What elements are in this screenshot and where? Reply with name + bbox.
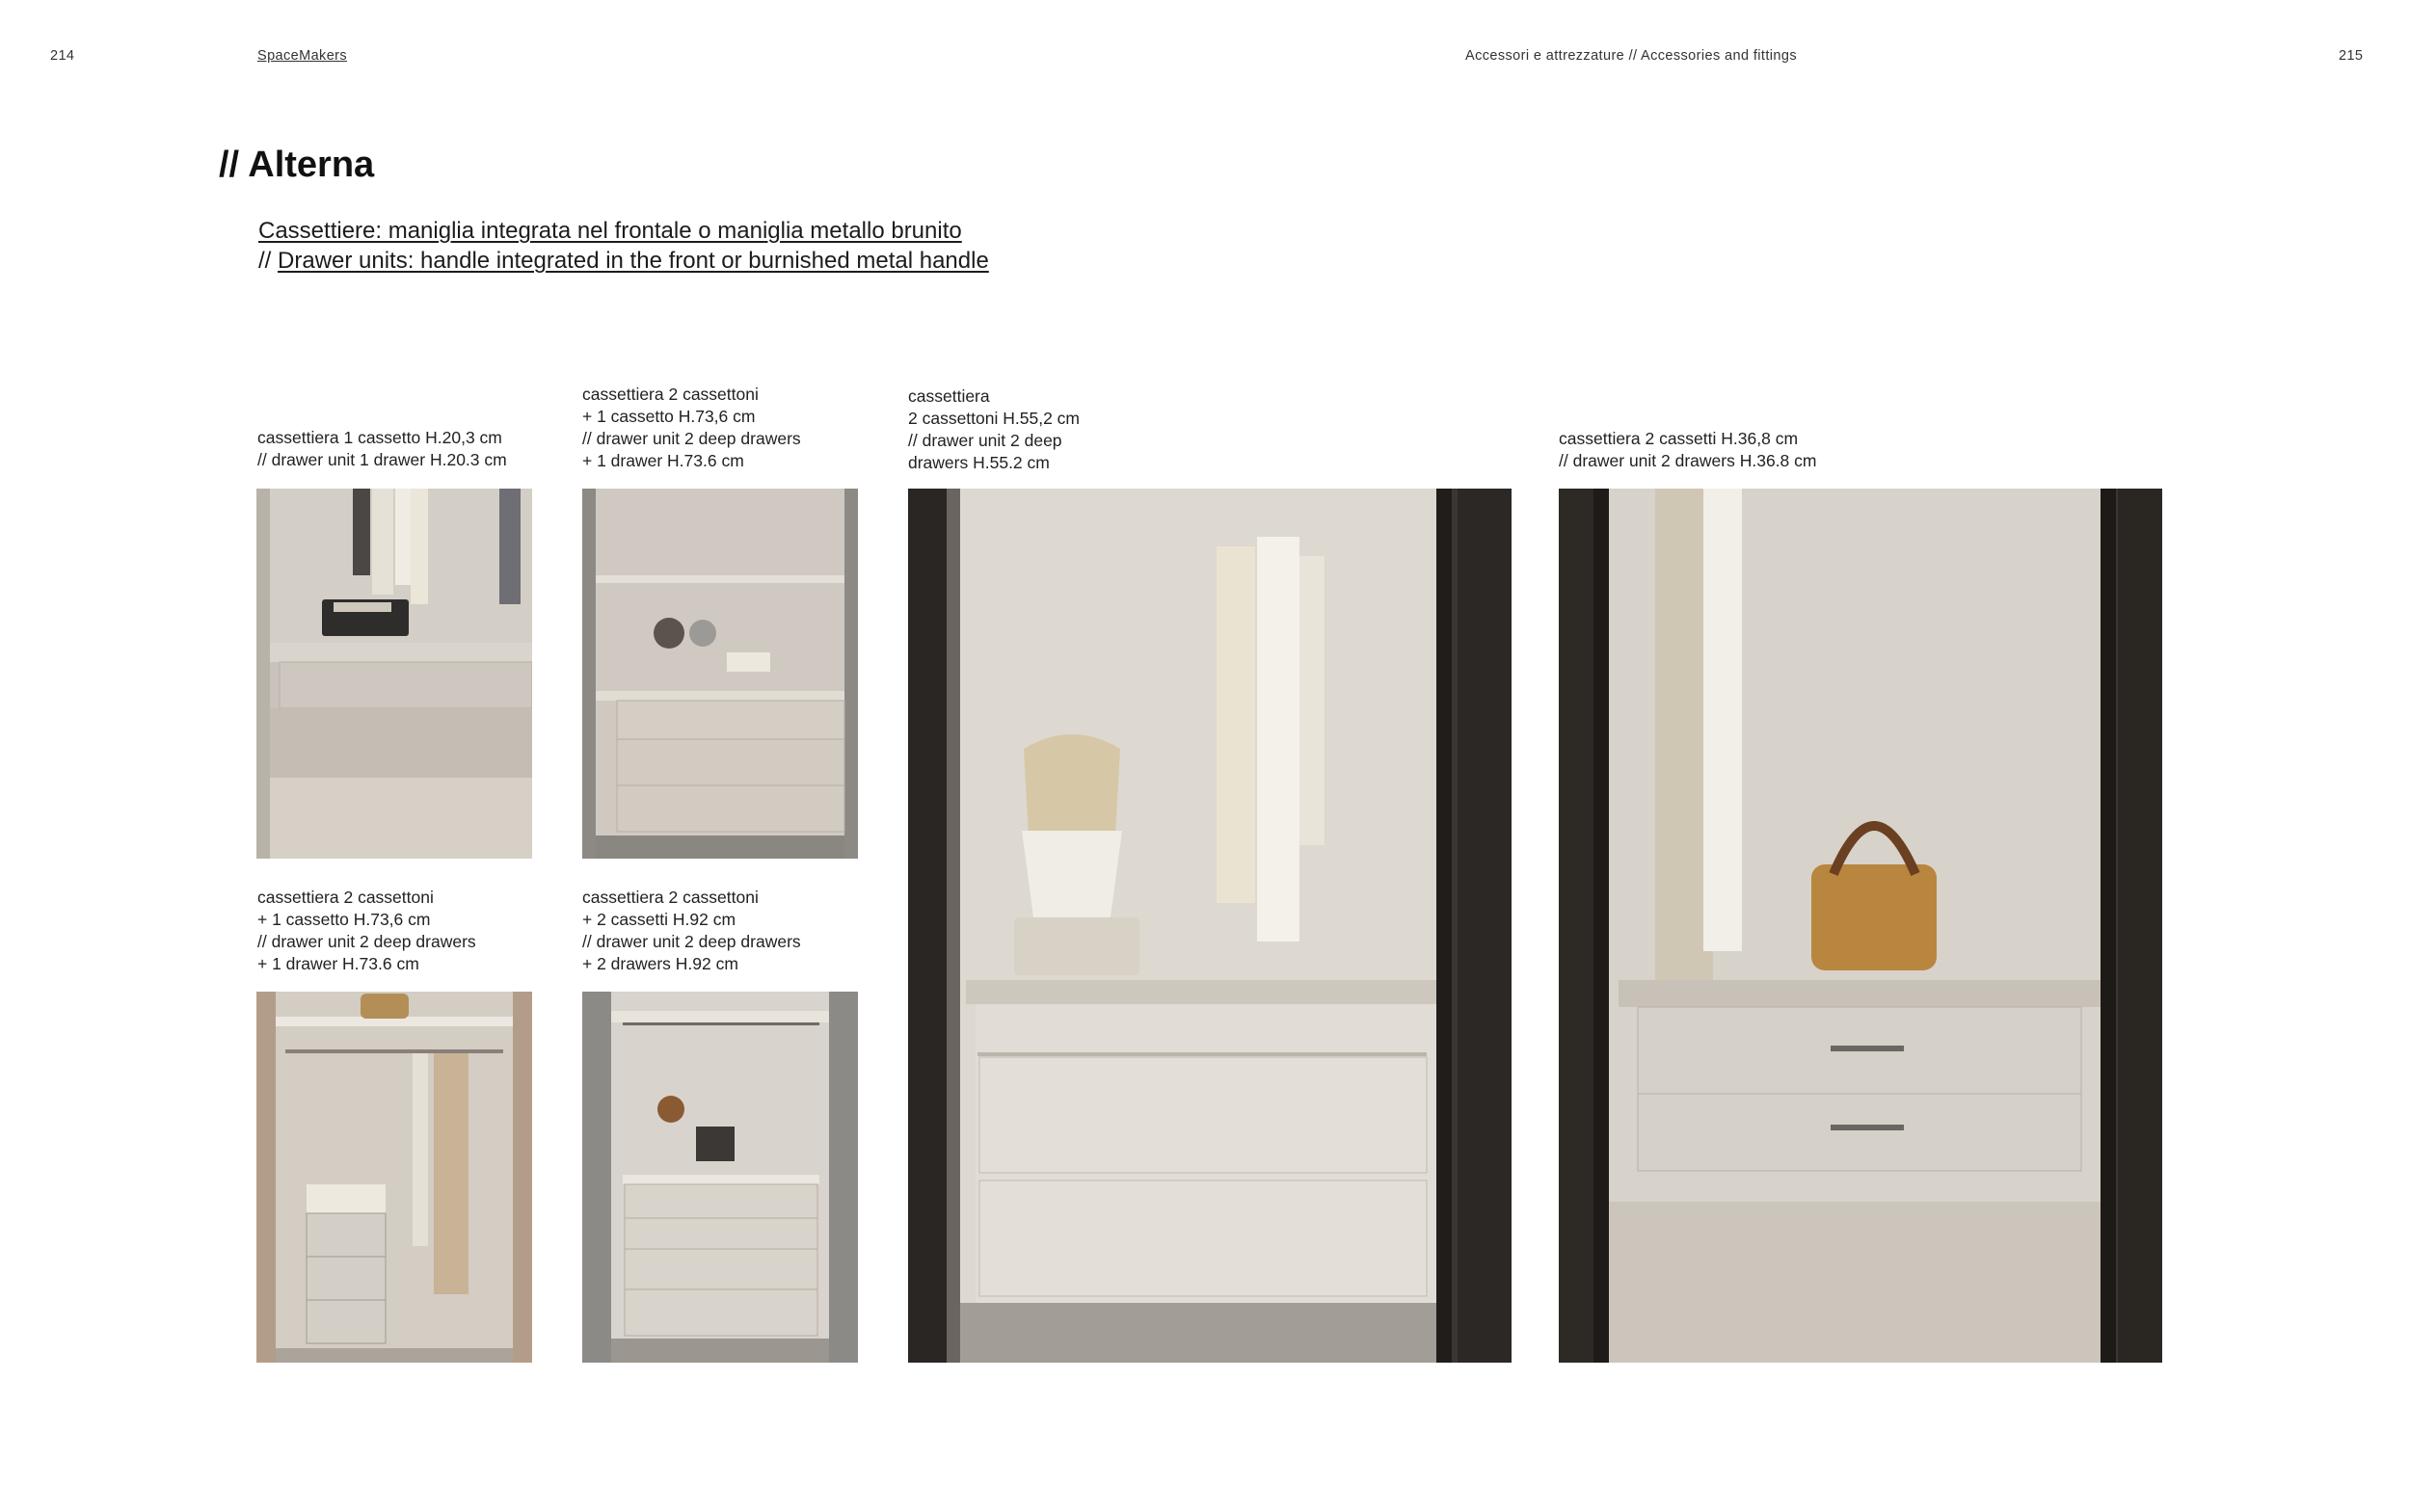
caption-line: // drawer unit 2 deep — [908, 431, 1062, 450]
caption-line: // drawer unit 2 deep drawers — [582, 932, 801, 951]
caption-line: // drawer unit 2 deep drawers — [582, 429, 801, 448]
wardrobe-2-deep-1-drawer-photo — [582, 489, 858, 859]
product-caption-5 — [257, 887, 476, 975]
caption-line: drawers H.55.2 cm — [908, 453, 1050, 472]
wardrobe-hanging-drawer-unit-photo — [256, 992, 532, 1363]
caption-line: cassettiera 2 cassettoni — [582, 888, 759, 907]
caption-line: + 2 drawers H.92 cm — [582, 954, 738, 973]
caption-line: // drawer unit 2 drawers H.36.8 cm — [1559, 451, 1817, 470]
brand-link[interactable]: SpaceMakers — [257, 48, 348, 64]
product-caption-1 — [257, 427, 507, 471]
caption-line: + 1 drawer H.73.6 cm — [257, 954, 419, 973]
wardrobe-2-deep-drawers-photo — [908, 489, 1512, 1363]
caption-line: // drawer unit 1 drawer H.20.3 cm — [257, 450, 507, 469]
caption-line: + 1 cassetto H.73,6 cm — [257, 910, 431, 929]
caption-line: cassettiera 2 cassettoni — [582, 385, 759, 404]
caption-line: + 2 cassetti H.92 cm — [582, 910, 736, 929]
wardrobe-1-drawer-photo — [256, 489, 532, 859]
page-title: // Alterna — [219, 145, 375, 185]
product-caption-4 — [1559, 428, 1816, 472]
subtitle-italian: Cassettiere: maniglia integrata nel frontale o maniglia metallo brunito — [258, 218, 962, 244]
caption-line: cassettiera 2 cassettoni — [257, 888, 434, 907]
caption-line: cassettiera — [908, 386, 990, 406]
caption-line: + 1 drawer H.73.6 cm — [582, 451, 744, 470]
caption-line: cassettiera 2 cassetti H.36,8 cm — [1559, 429, 1799, 448]
wardrobe-2-drawers-photo — [1559, 489, 2162, 1363]
subtitle-english: Drawer units: handle integrated in the front or burnished metal handle — [278, 248, 989, 274]
page-number-left: 214 — [50, 48, 75, 64]
caption-line: // drawer unit 2 deep drawers — [257, 932, 476, 951]
caption-line: + 1 cassetto H.73,6 cm — [582, 407, 756, 426]
section-title: Accessori e attrezzature // Accessories and fittings — [1465, 48, 1797, 64]
product-caption-3 — [908, 385, 1080, 474]
caption-line: cassettiera 1 cassetto H.20,3 cm — [257, 428, 502, 447]
wardrobe-4-drawer-unit-photo — [582, 992, 858, 1363]
page-number-right: 215 — [2339, 48, 2364, 64]
subtitle-prefix: // — [258, 248, 272, 274]
caption-line: 2 cassettoni H.55,2 cm — [908, 409, 1080, 428]
product-caption-6 — [582, 887, 801, 975]
product-caption-2 — [582, 384, 801, 472]
subtitle — [258, 216, 989, 276]
